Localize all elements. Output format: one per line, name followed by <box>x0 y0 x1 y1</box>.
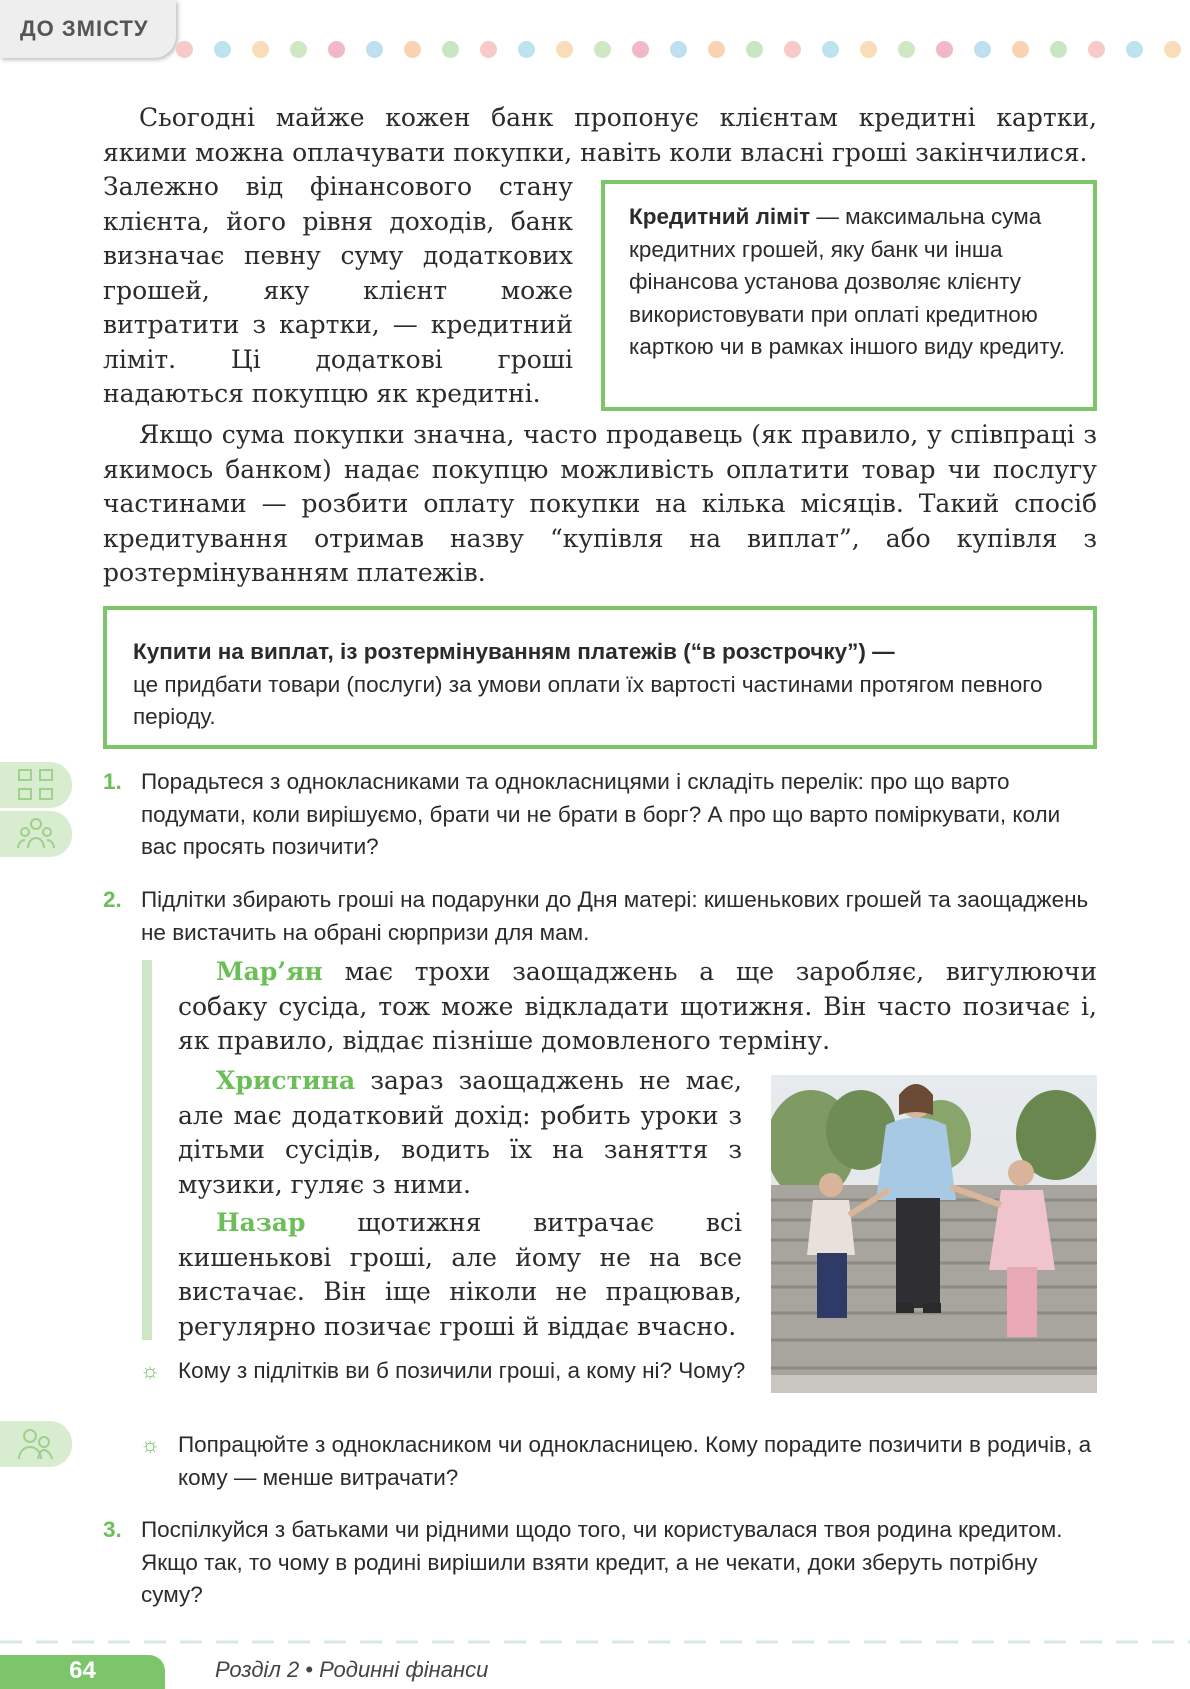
decorative-dot <box>556 41 573 58</box>
definition-term: Кредитний ліміт <box>629 204 811 229</box>
decorative-dot <box>442 41 459 58</box>
decorative-dot <box>822 41 839 58</box>
decorative-dot <box>1164 41 1181 58</box>
decorative-dot <box>784 41 801 58</box>
question-text: Кому з підлітків ви б позичили гроші, а кому ні? Чому? <box>178 1358 746 1383</box>
definition-text: — максимальна сума кредитних грошей, яку банк чи інша фінансова установа дозволяє клієнту використовувати при оплаті кредитною карткою чи в рамках іншого виду кредиту. <box>629 204 1066 359</box>
decorative-dot <box>632 41 649 58</box>
decorative-dot <box>480 41 497 58</box>
team-icon <box>0 811 72 857</box>
intro-paragraph-1 <box>103 101 1097 170</box>
decorative-dot <box>252 41 269 58</box>
decorative-dot <box>670 41 687 58</box>
task-text: Підлітки збирають гроші на подарунки до Дня матері: кишенькових грошей та заощаджень не вистачить на обрані сюрпризи для мам. <box>141 887 1089 945</box>
task-3 <box>103 1514 1097 1612</box>
decorative-dot <box>594 41 611 58</box>
decorative-dot <box>404 41 421 58</box>
definition-installment <box>103 606 1097 749</box>
decorative-dot <box>518 41 535 58</box>
stories-accent-bar <box>142 960 152 1340</box>
decorative-dot <box>936 41 953 58</box>
group-work-icon <box>0 762 72 808</box>
story-text: має трохи заощаджень а ще заробляє, вигулюючи собаку сусіда, тож може відкладати щотижня. Він часто позичає і, як правило, віддає пізніше домовленого терміну. <box>178 957 1097 1055</box>
task-1 <box>103 766 1097 864</box>
task-number: 1. <box>103 769 122 794</box>
story-nazar <box>178 1206 742 1344</box>
definition-credit-limit <box>601 180 1097 411</box>
task-number: 2. <box>103 887 122 912</box>
intro-p2-text: Якщо сума покупки значна, часто продавець (як правило, у співпраці з якимось банком) надає покупцю можливість оплатити товар чи послугу частинами — розбити оплату покупки на кілька місяців. Такий спосіб кредитування отримав назву “купівля на виплат”, або купівля з розтермінуванням платежів. <box>103 420 1097 587</box>
chapter-title: Розділ 2 • Родинні фінанси <box>215 1657 489 1682</box>
decorative-dot <box>176 41 193 58</box>
page-number-text: 64 <box>69 1657 96 1684</box>
footer-dashed-line <box>0 1640 1190 1644</box>
question-2 <box>140 1429 1097 1494</box>
decorative-dot <box>746 41 763 58</box>
page-number <box>0 1655 165 1689</box>
task-text: Порадьтеся з однокласниками та однокласницями і складіть перелік: про що варто подумати, коли вирішуємо, брати чи не брати в борг? А про що варто поміркувати, коли вас просять позичити? <box>141 769 1061 859</box>
story-name: Мар’ян <box>216 957 323 986</box>
task-number: 3. <box>103 1517 122 1542</box>
task-2 <box>103 884 1097 949</box>
decorative-dot <box>898 41 915 58</box>
toc-label: ДО ЗМІСТУ <box>20 16 149 41</box>
definition-text: це придбати товари (послуги) за умови оплати їх вартості частинами протягом певного періоду. <box>133 671 1043 729</box>
decorative-dot <box>1012 41 1029 58</box>
intro-paragraph-wrap <box>103 170 573 412</box>
decorative-dot <box>1126 41 1143 58</box>
pair-work-icon <box>0 1421 72 1467</box>
photo-mother-children-stairs <box>771 1075 1097 1393</box>
story-khrystyna <box>178 1064 742 1202</box>
question-1 <box>140 1355 750 1388</box>
story-name: Назар <box>216 1208 306 1237</box>
story-text: щотижня витрачає всі кишенькові гроші, але йому не на все вистачає. Він іще ніколи не працював, регулярно позичає гроші й віддає вчасно. <box>178 1208 742 1341</box>
definition-term: Купити на виплат, із розтермінуванням платежів (“в розстрочку”) — <box>133 639 895 664</box>
intro-p1-text: Сьогодні майже кожен банк пропонує клієнтам кредитні картки, якими можна оплачувати покупки, навіть коли власні гроші закінчилися. <box>103 103 1097 167</box>
decorative-dot <box>1088 41 1105 58</box>
decorative-dot <box>366 41 383 58</box>
story-maryan <box>178 955 1097 1059</box>
decorative-dot <box>974 41 991 58</box>
decorative-dot <box>214 41 231 58</box>
question-text: Попрацюйте з однокласником чи однокласницею. Кому порадите позичити в родичів, а кому — менше витрачати? <box>178 1432 1092 1490</box>
decorative-dot <box>860 41 877 58</box>
intro-paragraph-2 <box>103 418 1097 591</box>
sun-bullet-icon: ☼ <box>140 1358 161 1383</box>
sun-bullet-icon: ☼ <box>140 1432 161 1457</box>
decorative-dot <box>290 41 307 58</box>
decorative-dot <box>1050 41 1067 58</box>
story-name: Христина <box>216 1066 356 1095</box>
decorative-dots <box>176 40 1190 58</box>
decorative-dot <box>328 41 345 58</box>
intro-p1-wrap-text: Залежно від фінансового стану клієнта, його рівня доходів, банк визначає певну суму додаткових грошей, яку клієнт може витратити з картки, — кредитний ліміт. Ці додаткові гроші надаються покупцю як кредитні. <box>103 172 573 408</box>
table-of-contents-tab[interactable] <box>0 0 176 58</box>
story-text: зараз заощаджень не має, але має додатковий дохід: робить уроки з дітьми сусідів, водить їх на заняття з музики, гуляє з ними. <box>178 1066 742 1199</box>
task-text: Поспілкуйся з батьками чи рідними щодо того, чи користувалася твоя родина кредитом. Якщо так, то чому в родині вирішили взяти кредит, а не чекати, доки зберуть потрібну суму? <box>141 1517 1063 1607</box>
decorative-dot <box>708 41 725 58</box>
